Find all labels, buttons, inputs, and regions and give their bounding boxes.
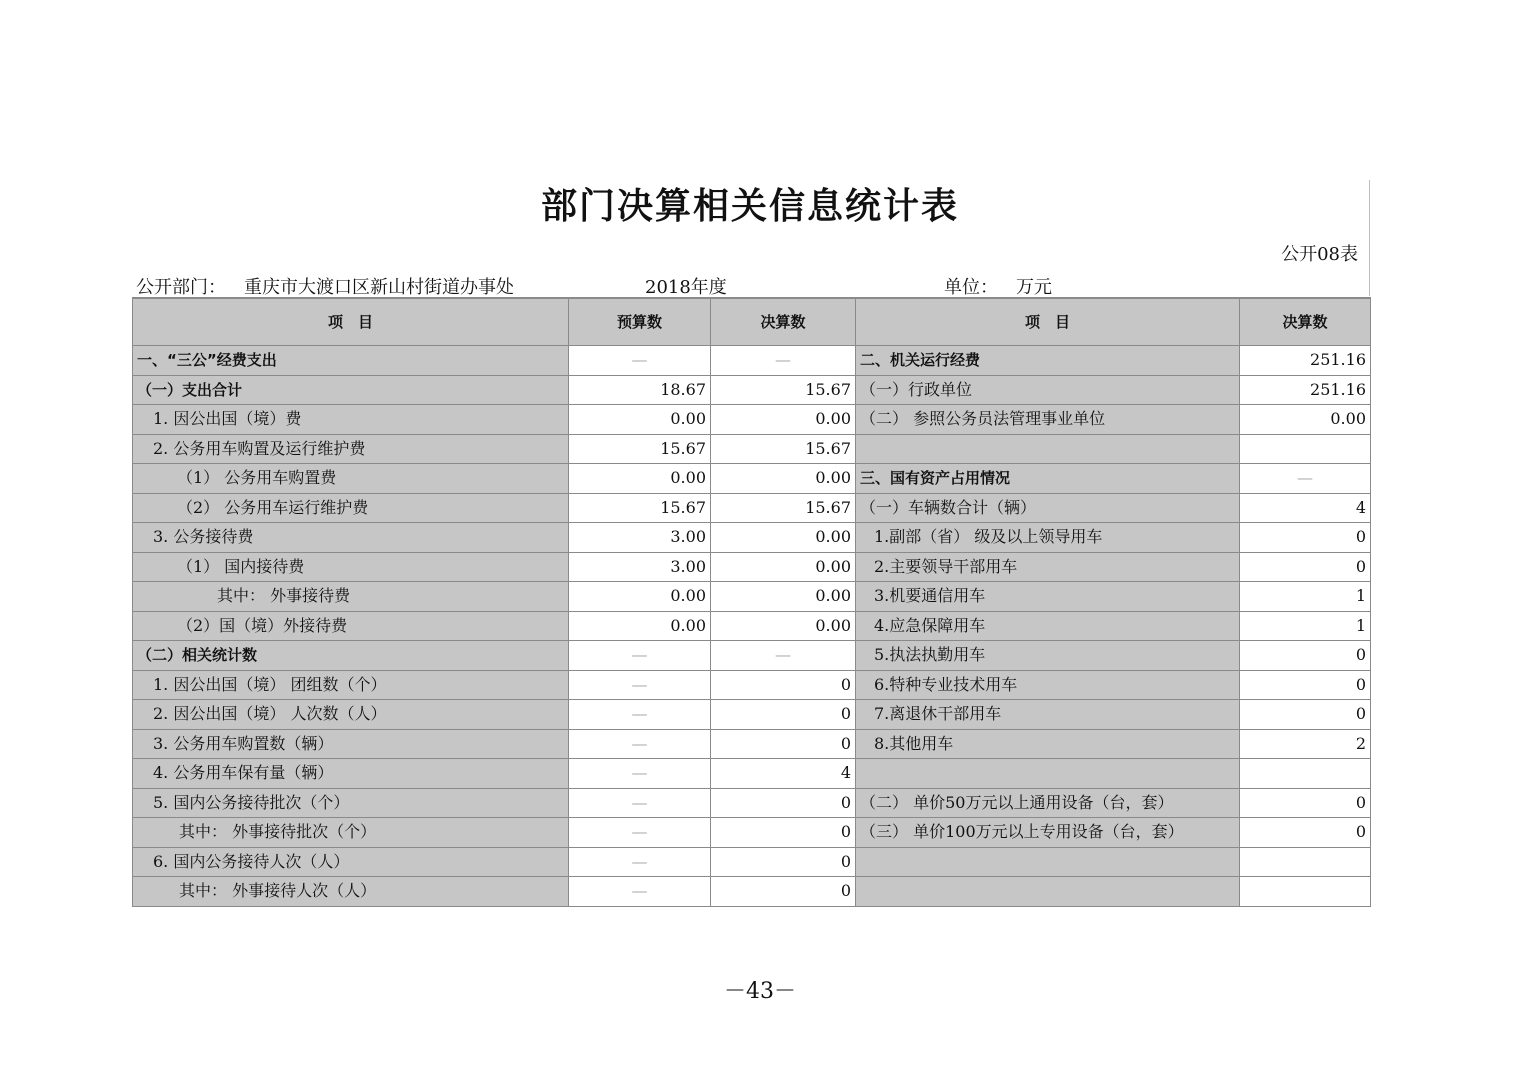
- final-value: 0.00: [711, 582, 856, 612]
- right-final-value: 2: [1240, 729, 1371, 759]
- table-row: [133, 582, 1371, 612]
- left-item-label: 2. 公务用车购置及运行维护费: [133, 434, 569, 464]
- header-budget: 预算数: [569, 298, 711, 346]
- final-value: 15.67: [711, 434, 856, 464]
- budget-value: 15.67: [569, 434, 711, 464]
- budget-value: —: [569, 346, 711, 376]
- table-row: [133, 641, 1371, 671]
- final-value: 0.00: [711, 523, 856, 553]
- right-final-value: [1240, 434, 1371, 464]
- right-item-label: 8.其他用车: [856, 729, 1240, 759]
- budget-value: —: [569, 641, 711, 671]
- right-item-label: 1.副部（省） 级及以上领导用车: [856, 523, 1240, 553]
- budget-value: —: [569, 788, 711, 818]
- left-item-label: 6. 国内公务接待人次（人）: [133, 847, 569, 877]
- table-row: [133, 493, 1371, 523]
- table-row: [133, 611, 1371, 641]
- right-item-label: [856, 847, 1240, 877]
- department-label: 公开部门：: [136, 277, 226, 298]
- left-item-label: （1） 国内接待费: [133, 552, 569, 582]
- final-value: 15.67: [711, 375, 856, 405]
- budget-value: —: [569, 759, 711, 789]
- left-item-label: 3. 公务用车购置数（辆）: [133, 729, 569, 759]
- department-name: 重庆市大渡口区新山村街道办事处: [244, 277, 514, 298]
- right-final-value: —: [1240, 464, 1371, 494]
- final-value: 0.00: [711, 552, 856, 582]
- header-item-left: 项 目: [133, 298, 569, 346]
- right-item-label: （二） 参照公务员法管理事业单位: [856, 405, 1240, 435]
- table-number: 公开08表: [1281, 244, 1358, 265]
- table-row: [133, 464, 1371, 494]
- right-item-label: 5.执法执勤用车: [856, 641, 1240, 671]
- final-value: 0.00: [711, 464, 856, 494]
- final-value: 0.00: [711, 611, 856, 641]
- table-row: [133, 552, 1371, 582]
- table-row: [133, 877, 1371, 907]
- right-final-value: 251.16: [1240, 375, 1371, 405]
- right-item-label: （一）行政单位: [856, 375, 1240, 405]
- right-item-label: 二、机关运行经费: [856, 346, 1240, 376]
- budget-value: 3.00: [569, 523, 711, 553]
- budget-value: 18.67: [569, 375, 711, 405]
- budget-value: 15.67: [569, 493, 711, 523]
- right-item-label: [856, 434, 1240, 464]
- right-final-value: 0: [1240, 788, 1371, 818]
- right-final-value: 0: [1240, 818, 1371, 848]
- right-item-label: 6.特种专业技术用车: [856, 670, 1240, 700]
- final-value: —: [711, 346, 856, 376]
- table-row: [133, 700, 1371, 730]
- table-row: [133, 729, 1371, 759]
- left-item-label: 3. 公务接待费: [133, 523, 569, 553]
- left-item-label: （2） 公务用车运行维护费: [133, 493, 569, 523]
- right-final-value: 0: [1240, 670, 1371, 700]
- table-row: [133, 346, 1371, 376]
- left-item-label: 2. 因公出国（境） 人次数（人）: [133, 700, 569, 730]
- table-row: [133, 523, 1371, 553]
- final-value: 0.00: [711, 405, 856, 435]
- table-row: [133, 405, 1371, 435]
- table-row: [133, 434, 1371, 464]
- budget-value: —: [569, 877, 711, 907]
- left-item-label: 其中： 外事接待批次（个）: [133, 818, 569, 848]
- final-value: 0: [711, 700, 856, 730]
- right-final-value: 0: [1240, 700, 1371, 730]
- left-item-label: （一）支出合计: [133, 375, 569, 405]
- budget-value: 3.00: [569, 552, 711, 582]
- right-item-label: 7.离退休干部用车: [856, 700, 1240, 730]
- unit-value: 万元: [1016, 277, 1052, 298]
- final-value: 0: [711, 818, 856, 848]
- right-item-label: 4.应急保障用车: [856, 611, 1240, 641]
- page-title: 部门决算相关信息统计表: [540, 186, 959, 227]
- table-header-row: [133, 298, 1371, 346]
- budget-value: 0.00: [569, 464, 711, 494]
- final-value: —: [711, 641, 856, 671]
- header-final-right: 决算数: [1240, 298, 1371, 346]
- right-final-value: 1: [1240, 611, 1371, 641]
- right-final-value: [1240, 759, 1371, 789]
- final-value: 0: [711, 788, 856, 818]
- final-value: 0: [711, 847, 856, 877]
- right-item-label: 三、国有资产占用情况: [856, 464, 1240, 494]
- budget-value: —: [569, 700, 711, 730]
- right-item-label: 2.主要领导干部用车: [856, 552, 1240, 582]
- budget-value: —: [569, 729, 711, 759]
- table-row: [133, 818, 1371, 848]
- right-item-label: （一）车辆数合计（辆）: [856, 493, 1240, 523]
- left-item-label: 1. 因公出国（境）费: [133, 405, 569, 435]
- left-item-label: 1. 因公出国（境） 团组数（个）: [133, 670, 569, 700]
- final-value: 0: [711, 877, 856, 907]
- right-item-label: [856, 759, 1240, 789]
- header-item-right: 项 目: [856, 298, 1240, 346]
- left-item-label: 其中： 外事接待人次（人）: [133, 877, 569, 907]
- final-value: 0: [711, 729, 856, 759]
- right-item-label: 3.机要通信用车: [856, 582, 1240, 612]
- budget-value: —: [569, 818, 711, 848]
- left-item-label: 一、“三公”经费支出: [133, 346, 569, 376]
- left-item-label: 4. 公务用车保有量（辆）: [133, 759, 569, 789]
- table-row: [133, 788, 1371, 818]
- budget-value: 0.00: [569, 582, 711, 612]
- table-row: [133, 375, 1371, 405]
- left-item-label: 5. 国内公务接待批次（个）: [133, 788, 569, 818]
- right-final-value: 4: [1240, 493, 1371, 523]
- final-value: 15.67: [711, 493, 856, 523]
- budget-value: 0.00: [569, 611, 711, 641]
- right-item-label: （三） 单价100万元以上专用设备（台，套）: [856, 818, 1240, 848]
- right-final-value: 0: [1240, 552, 1371, 582]
- header-final-left: 决算数: [711, 298, 856, 346]
- right-item-label: [856, 877, 1240, 907]
- budget-value: 0.00: [569, 405, 711, 435]
- right-final-value: [1240, 847, 1371, 877]
- right-final-value: 1: [1240, 582, 1371, 612]
- right-final-value: [1240, 877, 1371, 907]
- right-final-value: 0.00: [1240, 405, 1371, 435]
- final-value: 4: [711, 759, 856, 789]
- left-item-label: （1） 公务用车购置费: [133, 464, 569, 494]
- unit-label: 单位：: [944, 277, 998, 298]
- right-final-value: 251.16: [1240, 346, 1371, 376]
- budget-value: —: [569, 847, 711, 877]
- budget-value: —: [569, 670, 711, 700]
- final-value: 0: [711, 670, 856, 700]
- table-row: [133, 670, 1371, 700]
- left-item-label: （二）相关统计数: [133, 641, 569, 671]
- table-row: [133, 847, 1371, 877]
- right-final-value: 0: [1240, 523, 1371, 553]
- right-final-value: 0: [1240, 641, 1371, 671]
- right-item-label: （二） 单价50万元以上通用设备（台，套）: [856, 788, 1240, 818]
- left-item-label: 其中： 外事接待费: [133, 582, 569, 612]
- table-row: [133, 759, 1371, 789]
- fiscal-year: 2018年度: [645, 277, 727, 298]
- left-item-label: （2）国（境）外接待费: [133, 611, 569, 641]
- page-number: －43－: [724, 979, 796, 1004]
- statistics-table: [132, 297, 1371, 907]
